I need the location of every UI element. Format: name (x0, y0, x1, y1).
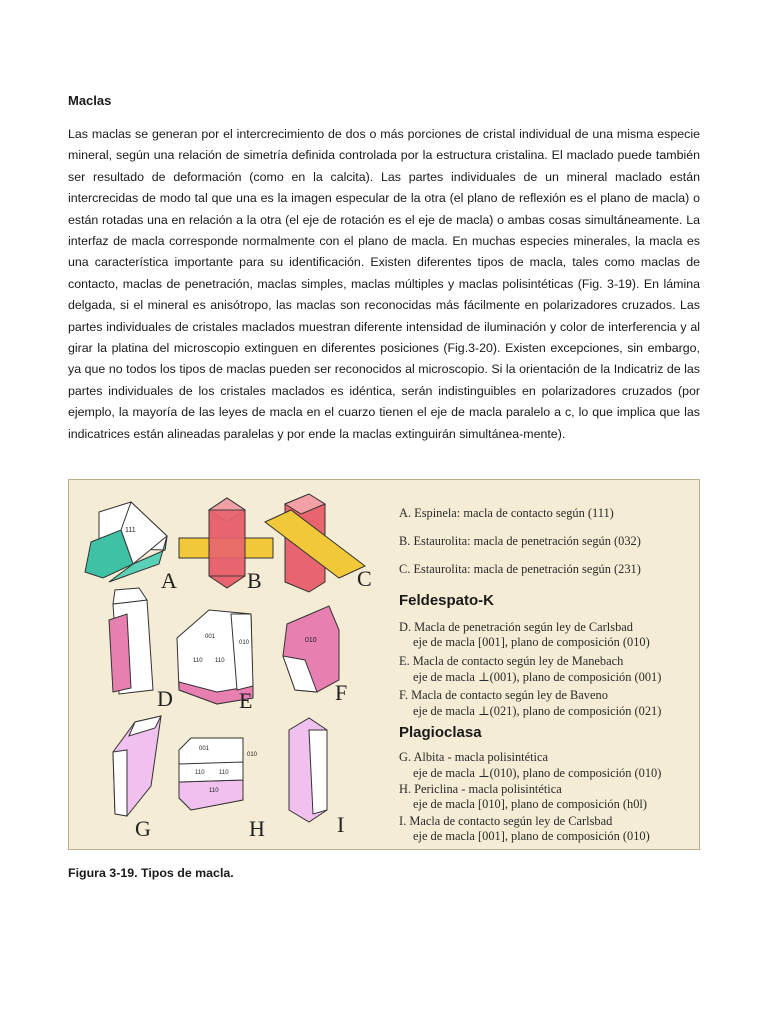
legend-e-title: E. Macla de contacto según ley de Manebach (399, 654, 624, 668)
legend-h-detail: eje de macla [010], plano de composición (h0l) (413, 797, 647, 811)
legend-e (399, 654, 661, 685)
letter-c: C (357, 566, 372, 591)
legend-g-title: G. Albita - macla polisintética (399, 750, 548, 764)
crystal-c (265, 494, 365, 592)
letter-g: G (135, 816, 151, 841)
letter-h: H (249, 816, 265, 841)
face-label: 001 (199, 746, 210, 752)
legend-b: B. Estaurolita: macla de penetración según (032) (399, 534, 641, 548)
letter-i: I (337, 812, 345, 837)
legend-d-detail: eje de macla [001], plano de composición (010) (413, 635, 650, 649)
legend-group-feldespato: Feldespato-K (399, 592, 495, 609)
legend-h-title: H. Periclina - macla polisintética (399, 782, 562, 796)
legend-h (399, 782, 647, 812)
legend-i-title: I. Macla de contacto según ley de Carlsbad (399, 814, 613, 828)
face-label: 110 (195, 770, 205, 776)
face-label: 010 (239, 640, 250, 646)
legend-group-plagioclasa: Plagioclasa (399, 724, 482, 741)
legend-f-detail: eje de macla ⊥(021), plano de composición (021) (413, 704, 662, 718)
face-label: 110 (215, 658, 225, 664)
legend-d (399, 620, 650, 650)
legend-i-detail: eje de macla [001], plano de composición (010) (413, 829, 650, 843)
face-label: 001 (205, 634, 216, 640)
face-label: 111 (125, 527, 136, 534)
crystal-h (179, 738, 258, 810)
crystal-g (113, 716, 161, 816)
letter-d: D (157, 686, 173, 711)
face-label: 110 (209, 788, 219, 794)
face-label: 110 (219, 770, 229, 776)
letter-b: B (247, 568, 262, 593)
face-label: 010 (247, 752, 258, 758)
crystal-f (283, 606, 339, 692)
legend-f (399, 688, 661, 719)
legend-a: A. Espinela: macla de contacto según (111) (399, 506, 614, 520)
legend-c: C. Estaurolita: macla de penetración según (231) (399, 562, 641, 576)
letter-a: A (161, 568, 177, 593)
legend-i (399, 814, 650, 844)
legend-g (399, 750, 661, 781)
letter-f: F (335, 680, 348, 705)
legend-d-title: D. Macla de penetración según ley de Carlsbad (399, 620, 633, 634)
crystal-a (85, 502, 167, 582)
section-title: Maclas (68, 93, 112, 108)
face-label: 110 (193, 658, 203, 664)
crystal-d (109, 588, 153, 694)
legend-e-detail: eje de macla ⊥(001), plano de composición (001) (413, 670, 662, 684)
face-label: 010 (305, 637, 317, 644)
legend-f-title: F. Macla de contacto según ley de Baveno (399, 688, 608, 702)
body-paragraph: Las maclas se generan por el intercrecimiento de dos o más porciones de cristal individual de una misma especie mineral, según una relación de simetría definida controlada por la estructura cristalina. El maclado puede también ser resultado de deformación (como en la calcita). Las partes individuales de un mineral maclado están intercrecidas de modo tal que una es la imagen especular de la otra (el plano de reflexión es el plano de macla) o están rotadas una en relación a la otra (el eje de rotación es el eje de macla) o ambas cosas simultáneamente. La interfaz de macla corresponde normalmente con el plano de macla. En muchas especies minerales, la macla es una característica importante para su identificación. Existen diferentes tipos de macla, tales como maclas de contacto, maclas de penetración, maclas simples, maclas múltiples y maclas polisintéticas (Fig. 3-19). En lámina delgada, si el mineral es anisótropo, las maclas son reconocidas más fácilmente en polarizadores cruzados. Las partes individuales de cristales maclados muestran diferente intensidad de iluminación y color de interferencia y al girar la platina del microscopio extinguen en diferentes posiciones (Fig.3-20). Existen excepciones, sin embargo, ya que no todos los tipos de maclas pueden ser reconocidos al microscopio. Si la orientación de la Indicatriz de las partes individuales de los cristales maclados es idéntica, serán indistinguibles en polarizadores cruzados (por ejemplo, la mayoría de las leyes de macla en el cuarzo tienen el eje de macla paralelo a c, lo que implica que las indicatrices están alineadas paralelas y por ende la maclas extinguirán simultánea-mente). (68, 127, 700, 441)
figure-caption: Figura 3-19. Tipos de macla. (68, 866, 234, 880)
letter-e: E (239, 688, 253, 713)
crystal-i (289, 718, 327, 822)
twinning-figure (68, 479, 700, 850)
legend-g-detail: eje de macla ⊥(010), plano de composición (010) (413, 766, 662, 780)
